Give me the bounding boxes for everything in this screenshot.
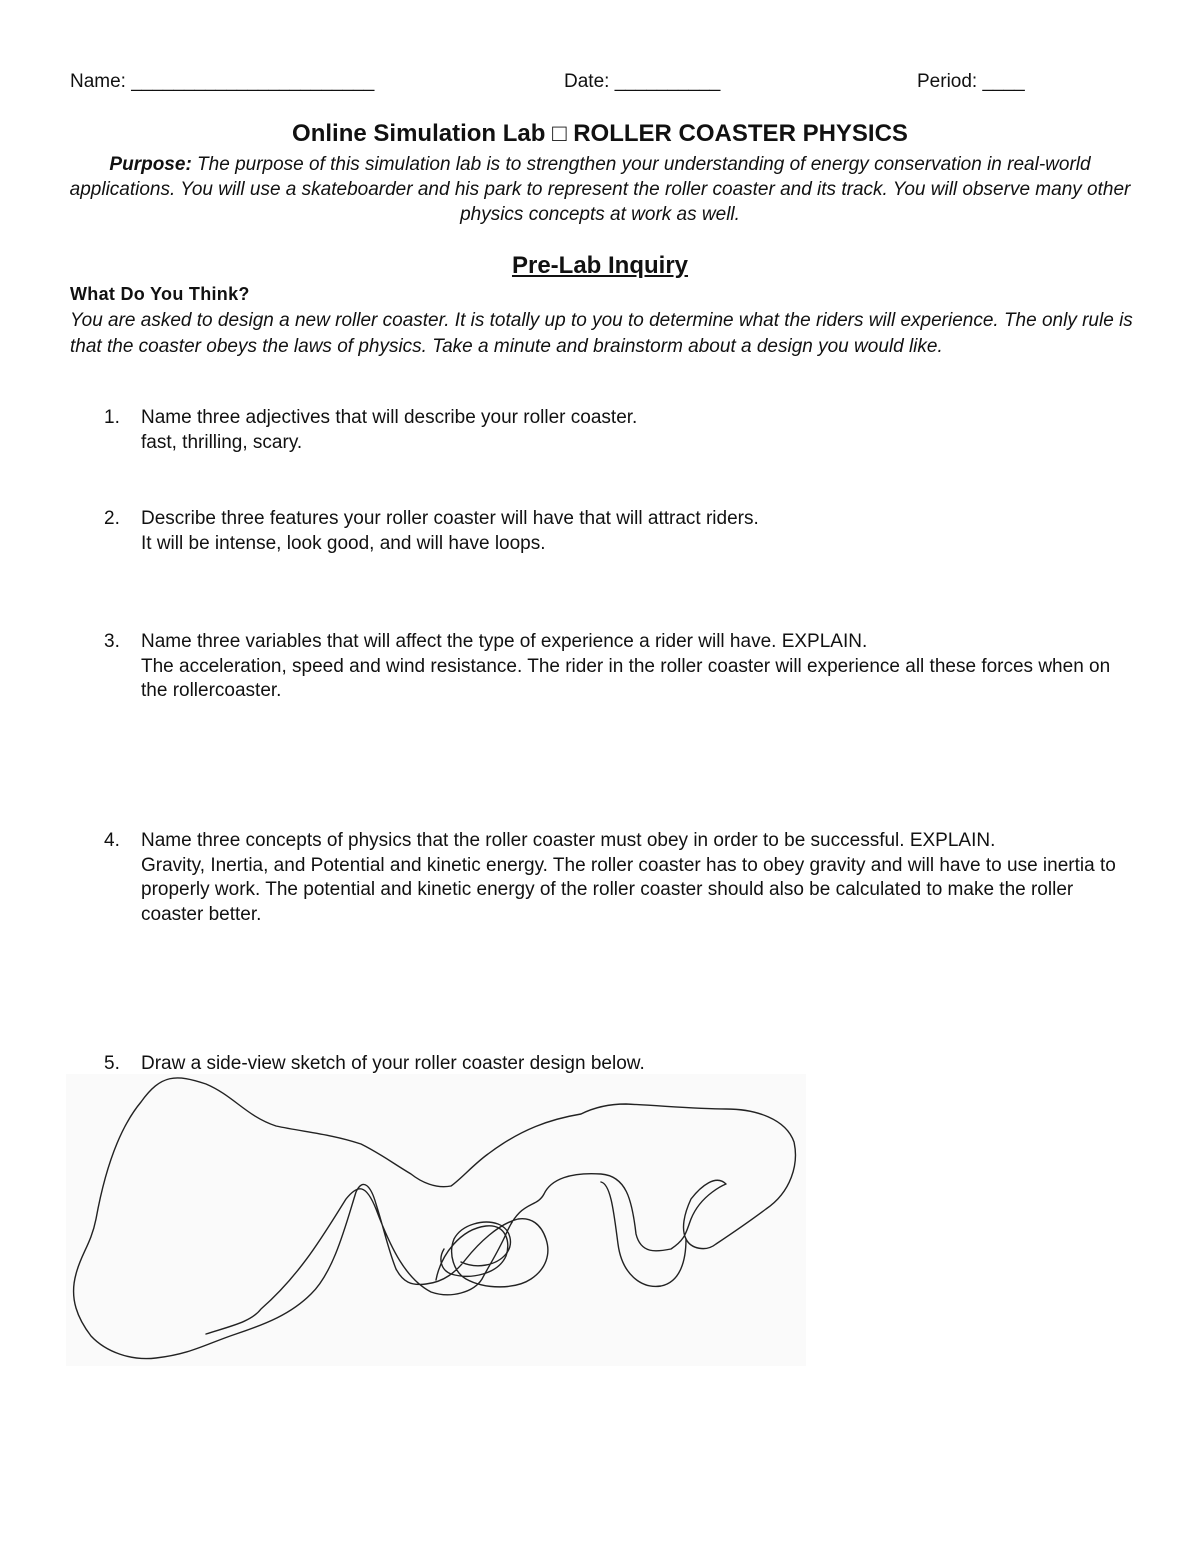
answer-text: The acceleration, speed and wind resistance. The rider in the roller coaster will experience all these forces when on the rollercoaster. <box>141 655 1111 701</box>
question-1 <box>104 406 1134 455</box>
question-5 <box>104 1052 1134 1077</box>
header-fields <box>70 71 1130 97</box>
page-title: Online Simulation Lab □ ROLLER COASTER PHYSICS <box>292 120 908 147</box>
intro-paragraph: You are asked to design a new roller coaster. It is totally up to you to determine what the riders will experience. The only rule is that the coaster obeys the laws of physics. Take a minute and brainstorm about a design you would like. <box>70 310 1133 357</box>
question-text: Draw a side-view sketch of your roller coaster design below. <box>141 1053 645 1074</box>
question-number: 4. <box>104 830 120 851</box>
answer-text: It will be intense, look good, and will have loops. <box>141 532 546 554</box>
question-text: Describe three features your roller coaster will have that will attract riders. <box>141 508 759 529</box>
question-text: Name three variables that will affect the type of experience a rider will have. EXPLAIN. <box>141 631 868 652</box>
answer-text: fast, thrilling, scary. <box>141 431 303 453</box>
question-number: 2. <box>104 508 120 529</box>
question-number: 1. <box>104 407 120 428</box>
question-number: 5. <box>104 1053 120 1074</box>
question-2 <box>104 507 1134 556</box>
period-field: Period: ____ <box>917 71 1025 92</box>
section-title: Pre-Lab Inquiry <box>511 252 689 279</box>
date-field: Date: __________ <box>564 71 721 92</box>
purpose-paragraph <box>60 152 1140 227</box>
subheading: What Do You Think? <box>70 284 250 304</box>
question-number: 3. <box>104 631 120 652</box>
purpose-text: The purpose of this simulation lab is to strengthen your understanding of energy conservation in real-world applications. You will use a skateboarder and his park to represent the roller coaster and its track. You will observe many other physics concepts at work as well. <box>69 154 1131 225</box>
purpose-label: Purpose: <box>109 154 192 175</box>
question-text: Name three adjectives that will describe your roller coaster. <box>141 407 638 428</box>
name-field: Name: _______________________ <box>70 71 375 92</box>
question-3 <box>104 630 1134 704</box>
answer-text: Gravity, Inertia, and Potential and kinetic energy. The roller coaster has to obey gravity and will have to use inertia to properly work. The potential and kinetic energy of the roller coaster should also be calculated to make the roller coaster better. <box>141 854 1116 925</box>
question-text: Name three concepts of physics that the roller coaster must obey in order to be successful. EXPLAIN. <box>141 830 996 851</box>
sketch-background <box>66 1074 806 1366</box>
roller-coaster-sketch <box>66 1074 806 1366</box>
question-4 <box>104 829 1134 927</box>
